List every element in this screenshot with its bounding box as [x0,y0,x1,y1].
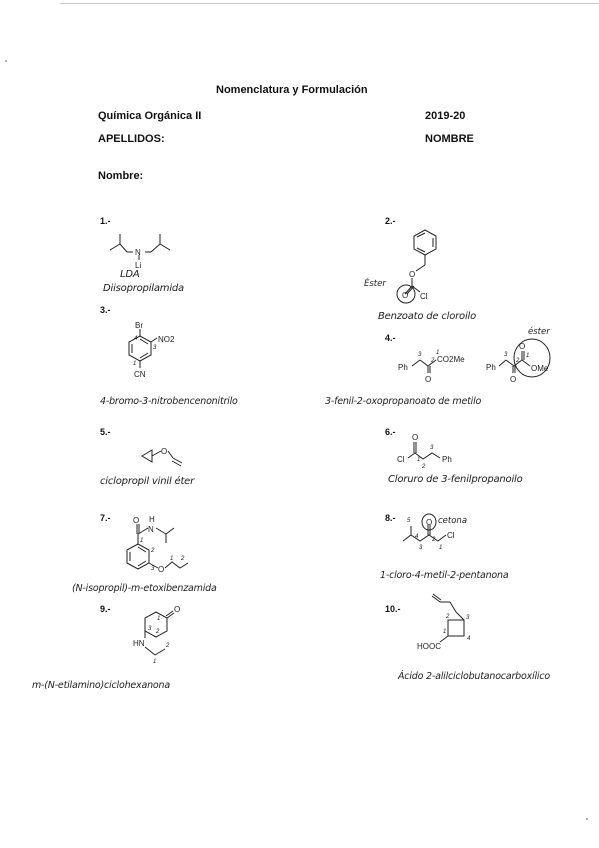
item-1-answer: Diisopropilamida [103,283,184,294]
document-title: Nomenclatura y Formulación [216,84,368,96]
item-6-atom-o: O [412,433,419,442]
item-8-ketone-note: cetona [438,516,468,526]
item-6-locant-2: 2 [422,464,426,470]
item-1-answer-abbrev: LDA [120,269,140,280]
item-3-atom-br: Br [135,321,143,330]
item-4-locant-3b: 3 [504,352,508,358]
item-1-number: 1.- [100,216,111,226]
item-3-number: 3.- [100,305,111,315]
item-10-number: 10.- [385,604,401,614]
item-10-locant-4: 4 [467,636,471,642]
item-6-locant-3: 3 [430,445,434,451]
item-10-locant-1: 1 [443,629,447,635]
item-1-atom-n: N [135,248,141,257]
item-8-locant-5: 5 [407,518,411,524]
item-7-locant-2b: 2 [181,556,185,562]
item-7-atom-o-amide: O [133,516,140,525]
item-5-number: 5.- [100,427,111,437]
academic-year: 2019-20 [425,110,466,122]
item-4-atom-co2me: CO2Me [437,355,465,364]
name-label: NOMBRE [425,133,474,145]
item-6-number: 6.- [385,427,396,437]
item-10-locant-3: 3 [466,615,470,621]
item-9-locant-3: 3 [148,626,152,632]
item-7-number: 7.- [100,513,111,523]
item-3-answer: 4-bromo-3-nitrobencenonitrilo [100,396,238,407]
item-7-structure [118,508,228,588]
item-3-locant-3: 3 [153,345,157,351]
item-4-atom-o-b: O [510,375,517,384]
item-8-locant-1: 1 [439,545,443,551]
item-8-locant-3: 3 [419,545,423,551]
item-4-locant-3a: 3 [418,352,422,358]
item-1-structure [100,222,180,272]
item-6-locant-1: 1 [417,457,421,463]
item-10-locant-2: 2 [446,614,450,620]
item-4-locant-1b: 1 [526,353,530,359]
item-2-atom-o-carbonyl: O [402,291,409,300]
item-7-atom-h: H [149,515,155,524]
item-4-locant-2a: 2 [431,358,435,364]
item-3-locant-4: 4 [134,336,138,342]
item-9-locant-1b: 1 [153,659,157,665]
item-7-locant-2: 2 [151,548,155,554]
item-2-atom-cl: Cl [420,292,428,301]
item-9-number: 9.- [100,604,111,614]
item-4-answer: 3-fenil-2-oxopropanoato de metilo [325,396,482,407]
item-3-atom-cn: CN [134,370,146,379]
item-8-number: 8.- [385,513,396,523]
item-7-locant-3: 3 [151,566,155,572]
item-5-atom-o: O [161,447,168,456]
item-10-atom-hooc: HOOC [417,642,441,651]
item-5-answer: ciclopropil vinil éter [100,476,195,487]
item-6-structure [396,428,486,478]
item-2-ester-note: Éster [364,279,386,289]
item-8-atom-cl: Cl [447,531,455,540]
item-9-locant-2: 2 [156,629,160,635]
item-4-number: 4.- [385,333,396,343]
item-9-atom-hn: HN [133,639,145,648]
item-2-number: 2.- [385,216,396,226]
item-3-locant-1: 1 [133,361,137,367]
item-4-ester-note: éster [528,327,550,337]
item-7-answer: (N-isopropil)-m-etoxibenzamida [72,583,217,594]
item-7-locant-1: 1 [140,538,144,544]
item-9-locant-2b: 2 [166,643,170,649]
item-8-answer: 1-cloro-4-metil-2-pentanona [380,570,509,581]
item-7-atom-o-ether: O [158,565,165,574]
scan-speck [5,60,7,62]
page-top-rule [60,3,599,4]
item-9-structure [118,600,208,670]
item-8-locant-2: 2 [432,537,436,543]
nombre-label: Nombre: [98,170,144,182]
item-9-atom-o: O [174,605,181,614]
item-4-atom-ome: OMe [531,364,549,373]
item-6-atom-ph: Ph [442,455,452,464]
item-6-answer: Cloruro de 3-fenilpropanoilo [388,474,523,485]
item-8-atom-o: O [426,518,433,527]
item-2-structure [364,222,490,312]
item-2-answer: Benzoato de cloroilo [378,311,477,322]
item-7-locant-1b: 1 [170,556,174,562]
item-2-atom-o-ester: O [409,270,416,279]
item-4-structure [398,326,578,396]
item-10-answer: Ácido 2-alilciclobutanocarboxílico [398,671,550,682]
item-1-atom-li: Li [135,261,142,270]
item-3-structure [115,318,195,388]
item-4-locant-1a: 1 [436,350,440,356]
item-5-structure [140,436,200,472]
item-4-atom-ph-a: Ph [398,363,408,372]
course-name: Química Orgánica II [98,110,202,122]
item-10-structure [400,590,490,660]
item-8-structure [396,505,516,565]
item-9-locant-1: 1 [157,616,161,622]
scan-speck [586,818,588,820]
item-4-atom-o-c: O [519,342,526,351]
item-4-atom-o-a: O [425,375,432,384]
surname-label: APELLIDOS: [98,133,165,145]
item-9-answer: m-(N-etilamino)ciclohexanona [32,680,170,691]
item-6-atom-cl: Cl [397,455,405,464]
item-8-locant-4: 4 [415,534,419,540]
item-7-atom-n: N [148,525,154,534]
item-4-atom-ph-b: Ph [486,363,496,372]
item-3-atom-no2: NO2 [158,335,175,344]
item-4-locant-2b: 2 [516,358,520,364]
